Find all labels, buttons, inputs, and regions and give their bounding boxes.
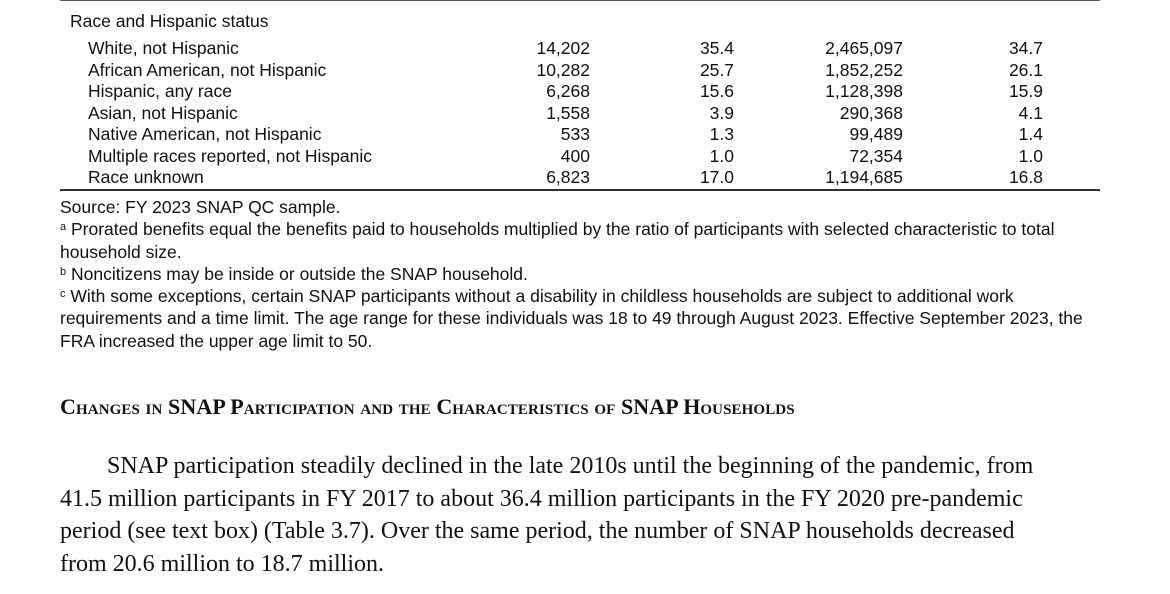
cell-percent: 3.9 — [709, 102, 734, 123]
cell-count: 6,268 — [546, 81, 590, 101]
cell-total: 2,465,097 — [825, 38, 903, 58]
section-heading: Changes in SNAP Participation and the Characteristics of SNAP Households — [60, 394, 795, 419]
source-note: Source: FY 2023 SNAP QC sample. — [60, 197, 341, 217]
row-label: Race unknown — [88, 167, 204, 187]
table-row — [0, 146, 1170, 168]
table-row — [0, 81, 1170, 103]
footnote-text: Prorated benefits equal the benefits paid to households multiplied by the ratio of participants with selected characteristic to total household size. — [60, 219, 1055, 262]
table-row — [0, 60, 1170, 82]
footnote-marker: a — [60, 221, 67, 234]
cell-count: 6,823 — [546, 167, 590, 187]
table-row — [0, 167, 1170, 189]
cell-percent: 35.4 — [699, 38, 734, 58]
body-paragraph: SNAP participation steadily declined in the late 2010s until the beginning of the pandemic, from 41.5 million participants in FY 2017 to about 36.4 million participants in the FY 2020 pre-pandemic period (see text box) (Table 3.7). Over the same period, the number of SNAP households decreased from 20.6 million to 18.7 million. — [60, 453, 1034, 577]
table-row — [0, 124, 1170, 146]
cell-total-percent: 16.8 — [1008, 167, 1043, 187]
cell-total: 1,194,685 — [825, 167, 903, 187]
footnote-marker: c — [60, 288, 66, 301]
table-row — [0, 103, 1170, 125]
footnote-c — [60, 285, 1100, 352]
row-label: White, not Hispanic — [88, 38, 239, 58]
cell-total-percent: 26.1 — [1008, 59, 1043, 80]
table-notes — [60, 196, 1100, 352]
cell-percent: 1.0 — [709, 145, 734, 166]
row-label: Asian, not Hispanic — [88, 102, 238, 123]
cell-count: 533 — [560, 124, 590, 144]
cell-total: 1,128,398 — [825, 81, 903, 101]
row-label: Multiple races reported, not Hispanic — [88, 145, 373, 166]
cell-percent: 25.7 — [699, 59, 734, 80]
cell-count: 10,282 — [536, 59, 590, 80]
row-label: Native American, not Hispanic — [88, 124, 322, 144]
cell-total-percent: 1.0 — [1018, 145, 1043, 166]
row-label: Hispanic, any race — [88, 81, 232, 101]
cell-percent: 15.6 — [699, 81, 734, 101]
cell-percent: 1.3 — [709, 124, 734, 144]
cell-total: 99,489 — [849, 124, 903, 144]
cell-total: 72,354 — [849, 145, 903, 166]
footnote-marker: b — [60, 265, 67, 278]
table-bottom-rule — [60, 189, 1100, 191]
cell-count: 1,558 — [546, 102, 590, 123]
cell-total-percent: 1.4 — [1018, 124, 1043, 144]
cell-total-percent: 15.9 — [1008, 81, 1043, 101]
cell-count: 400 — [560, 145, 590, 166]
cell-total-percent: 4.1 — [1018, 102, 1043, 123]
row-label: African American, not Hispanic — [88, 59, 327, 80]
footnote-text: With some exceptions, certain SNAP participants without a disability in childless households are subject to additional work requirements and a time limit. The age range for these individuals was 18 to 49 through August 2023. Effective September 2023, the FRA increased the upper age limit to 50. — [60, 286, 1083, 351]
cell-total: 290,368 — [839, 102, 903, 123]
cell-count: 14,202 — [536, 38, 590, 58]
footnote-b — [60, 263, 1100, 285]
table-top-rule — [60, 0, 1100, 1]
footnote-a — [60, 218, 1100, 263]
table-row — [0, 38, 1170, 60]
cell-total: 1,852,252 — [825, 59, 903, 80]
table-group-heading: Race and Hispanic status — [70, 11, 269, 31]
cell-total-percent: 34.7 — [1008, 38, 1043, 58]
cell-percent: 17.0 — [699, 167, 734, 187]
footnote-text: Noncitizens may be inside or outside the SNAP household. — [66, 263, 528, 284]
